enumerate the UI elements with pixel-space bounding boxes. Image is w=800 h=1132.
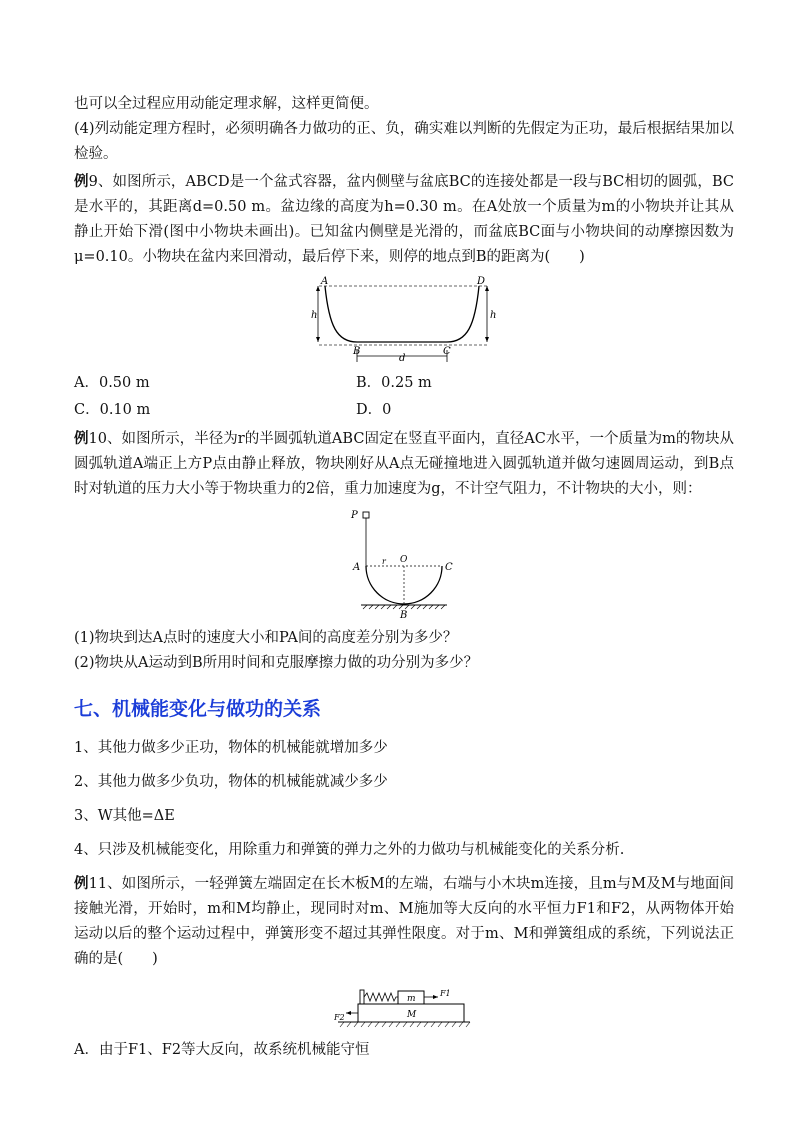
label-P: P	[351, 510, 358, 521]
example-10-body: 10、如图所示，半径为r的半圆弧轨道ABC固定在竖直平面内，直径AC水平，一个质量为m的物块从圆弧轨道A端正上方P点由静止释放，物块刚好从A点无碰撞地进入圆弧轨道并做匀速圆周运动，到B点时对轨道的压力大小等于物块重力的2倍，重力加速度为g，不计空气阻力，不计物块的大小，则：	[74, 431, 734, 497]
example-11-option-a: A．由于F1、F2等大反向，故系统机械能守恒	[74, 1042, 370, 1058]
label-m: m	[407, 994, 416, 1004]
document-page	[74, 92, 734, 1063]
label-O: O	[400, 555, 408, 565]
option-a: A．0.50 m	[74, 375, 150, 391]
example-11-text	[74, 871, 734, 972]
label-A: A	[353, 562, 361, 573]
label-C: C	[443, 346, 451, 357]
example-10-text	[74, 426, 734, 502]
option-d: D．0	[356, 402, 392, 418]
label-D: D	[477, 276, 486, 287]
label-F2: F2	[334, 1013, 345, 1022]
example-9-body: 9、如图所示，ABCD是一个盆式容器，盆内侧壁与盆底BC的连接处都是一段与BC相切的圆弧，BC是水平的，其距离d=0.50 m。盆边缘的高度为h=0.30 m。在A处放一个质量为m的小物块并让其从静止开始下滑(图中小物块未画出)。已知盆内侧壁是光滑的，而盆底BC面与小物块间的动摩擦因数为 μ=0.10。小物块在盆内来回滑动，最后停下来，则停的地点到B的距离为( )	[74, 174, 734, 265]
label-A: A	[321, 276, 329, 287]
intro-line-2: (4)列动能定理方程时，必须明确各力做功的正、负，确实难以判断的先假定为正功，最后根据结果加以检验。	[74, 121, 734, 162]
example-label: 例	[74, 875, 89, 892]
example-10-question-1: (1)物块到达A点时的速度大小和PA间的高度差分别为多少？	[74, 630, 458, 646]
example-label: 例	[74, 173, 89, 190]
section-7-item-2: 2、其他力做多少负功，物体的机械能就减少多少	[74, 774, 388, 790]
section-7-item-4: 4、只涉及机械能变化，用除重力和弹簧的弹力之外的力做功与机械能变化的关系分析.	[74, 842, 625, 858]
section-7-list	[74, 735, 734, 863]
intro-line-1: 也可以全过程应用动能定理求解，这样更简便。	[74, 96, 379, 112]
label-B: B	[353, 346, 361, 357]
basin-figure	[309, 276, 499, 368]
option-b: B．0.25 m	[356, 375, 432, 391]
section-7-item-3: 3、W其他=ΔE	[74, 808, 175, 824]
example-10-question-2: (2)物块从A运动到B所用时间和克服摩擦力做的功分别为多少？	[74, 655, 479, 671]
label-C: C	[445, 562, 453, 573]
section-7-item-1: 1、其他力做多少正功，物体的机械能就增加多少	[74, 740, 388, 756]
option-c: C．0.10 m	[74, 402, 151, 418]
example-11-body: 11、如图所示，一轻弹簧左端固定在长木板M的左端，右端与小木块m连接，且m与M及M与地面间接触光滑，开始时，m和M均静止，现同时对m、M施加等大反向的水平恒力F1和F2，从两物体开始运动以后的整个运动过程中，弹簧形变不超过其弹性限度。对于m、M和弹簧组成的系统，下列说法正确的是( )	[74, 876, 734, 967]
section-7-heading: 七、机械能变化与做功的关系	[74, 698, 322, 720]
semicircle-track-figure	[349, 508, 459, 620]
label-B: B	[400, 610, 408, 620]
spring-blocks-figure	[334, 982, 474, 1030]
label-d: d	[399, 353, 406, 364]
label-F1: F1	[440, 989, 451, 998]
example-9-options	[74, 370, 734, 424]
label-h-right: h	[490, 310, 497, 321]
label-h-left: h	[311, 310, 318, 321]
example-label: 例	[74, 430, 89, 447]
example-9-text	[74, 169, 734, 270]
label-r: r	[382, 557, 386, 566]
label-M: M	[407, 1010, 417, 1020]
